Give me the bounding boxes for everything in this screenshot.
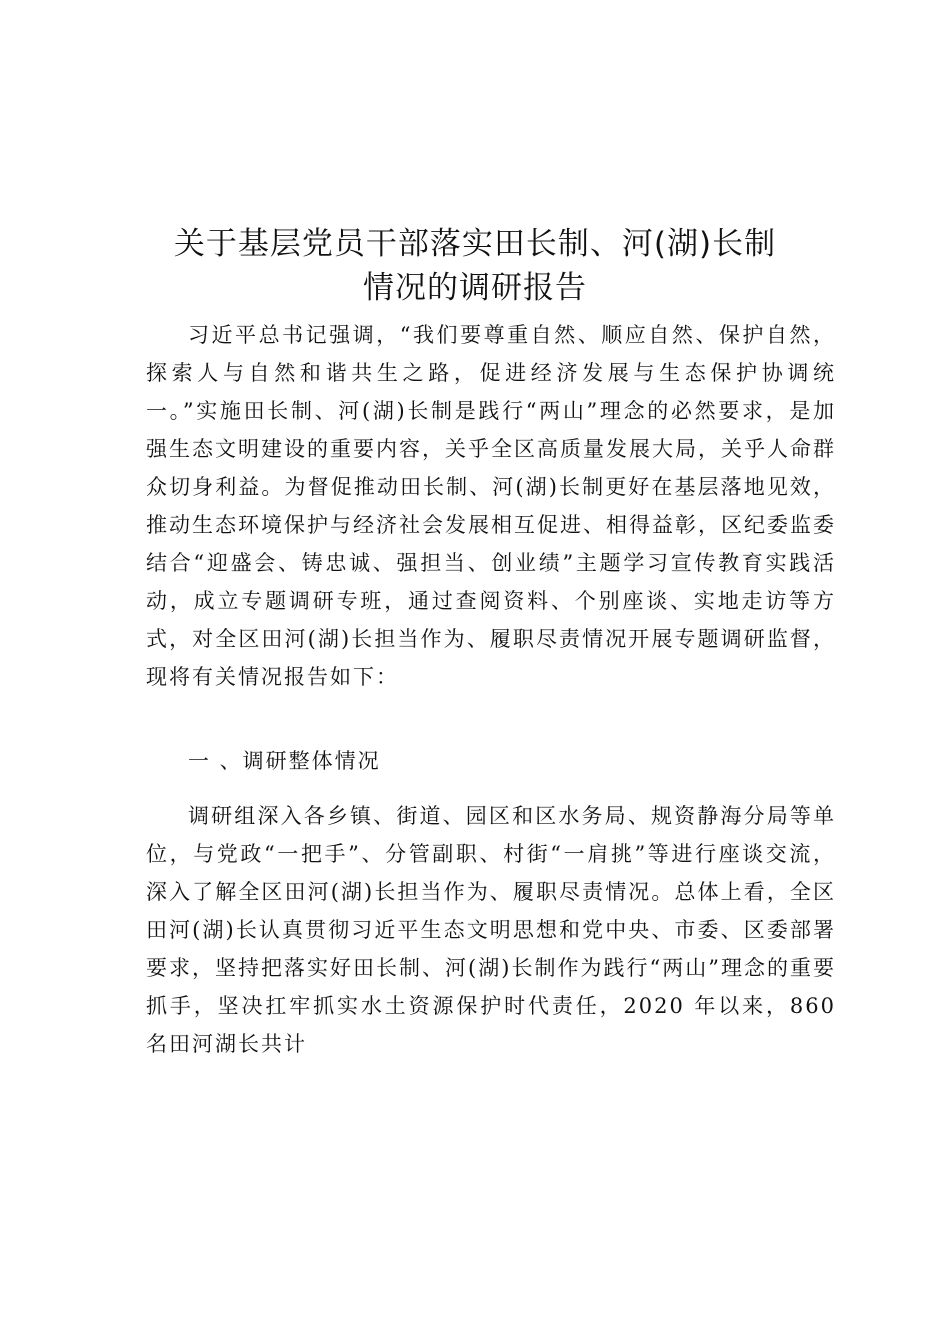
title-line-2: 情况的调研报告	[363, 270, 587, 306]
intro-paragraph: 习近平总书记强调，“我们要尊重自然、顺应自然、保护自然，探索人与自然和谐共生之路，促进经济发展与生态保护协调统一。”实施田长制、河(湖)长制是践行“两山”理念的必然要求，是加强生态文明建设的重要内容，关乎全区高质量发展大局，关乎人命群众切身利益。为督促推动田长制、河(湖)长制更好在基层落地见效，推动生态环境保护与经济社会发展相互促进、相得益彰，区纪委监委结合“迎盛会、铸忠诚、强担当、创业绩”主题学习宣传教育实践活动，成立专题调研专班，通过查阅资料、个别座谈、实地走访等方式，对全区田河(湖)长担当作为、履职尽责情况开展专题调研监督，现将有关情况报告如下：	[146, 323, 836, 689]
section-heading-1: 一 、调研整体情况	[188, 749, 381, 773]
title-line-1: 关于基层党员干部落实田长制、河(湖)长制	[173, 226, 777, 262]
document-title	[100, 222, 850, 310]
section-1-paragraph: 调研组深入各乡镇、街道、园区和区水务局、规资静海分局等单位，与党政“一把手”、分管副职、村街“一肩挑”等进行座谈交流，深入了解全区田河(湖)长担当作为、履职尽责情况。总体上看，全区田河(湖)长认真贯彻习近平生态文明思想和党中央、市委、区委部署要求，坚持把落实好田长制、河(湖)长制作为践行“两山”理念的重要抓手，坚决扛牢抓实水土资源保护时代责任，2020 年以来，860 名田河湖长共计	[146, 804, 836, 1056]
